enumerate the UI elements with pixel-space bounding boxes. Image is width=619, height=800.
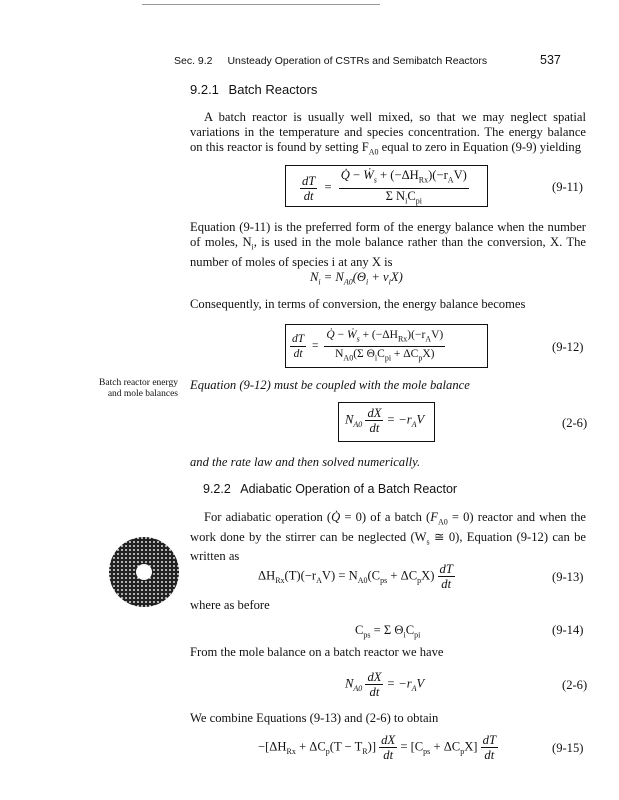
rate-law-statement: and the rate law and then solved numerically.: [190, 455, 421, 469]
top-rule: [142, 4, 380, 5]
margin-note: [30, 378, 178, 399]
equation-number-9-13: (9-13): [552, 570, 584, 584]
adiabatic-text-d: ≅ 0), Equation (9-12) can be written as: [190, 529, 586, 564]
section-title-922: Adiabatic Operation of a Batch Reactor: [240, 482, 458, 496]
equation-number-9-15: (9-15): [552, 741, 584, 755]
section-title: Batch Reactors: [228, 82, 318, 97]
equation-9-13: $\Delta H_{Rx}(T)(-r_AV) = N_{A0}(C_{ps} + \Delta C_pX)$ $\frac{dT}{dt}$: [258, 562, 453, 591]
equation-9-14: $C_{ps} = \Sigma$ $\Theta_iC_{pi}$: [355, 623, 421, 640]
para2-text: Equation (9-11) is the preferred form of the energy balance when the number of moles, N: [190, 220, 586, 249]
mole-balance-paragraph: From the mole balance on a batch reactor we have: [190, 645, 444, 659]
adiabatic-text-a: For adiabatic operation (: [204, 510, 332, 524]
page-number: 537: [540, 53, 561, 67]
equation-number-2-6-repeat: (2-6): [562, 678, 588, 692]
eq-ni-symbol: N: [310, 270, 319, 284]
coupling-statement: Equation (9-12) must be coupled with the mole balance: [190, 378, 470, 392]
adiabatic-paragraph: For adiabatic operation (Q̇ = 0) of a batch $(F_{A0} = 0)$ reactor and when the work done by the stirrer can be neglected ($W_s$ ≅ 0), Equation (9-12) can be written as: [190, 510, 586, 564]
para-subscript: A0: [368, 147, 379, 157]
equation-9-11: $\frac{dT}{dt}$ = $\frac{Q̇ - Ẇ_s + (-\Delta H_{Rx})(-r_AV)}{\Sigma N_iC_{pi}}$: [300, 168, 469, 208]
running-header: [174, 55, 572, 69]
batch-intro-paragraph: [190, 110, 586, 160]
section-number: 9.2.1: [190, 82, 219, 97]
equation-9-12: $\frac{dT}{dt}$ = $\frac{Q̇ - Ẇ_s + (-\Delta H_{Rx})(-r_AV)}{N_{A0}(\Sigma \Theta_iC_{pi} + \Delta C_pX)}$: [290, 328, 445, 366]
dT-dt-4: $\frac{dT}{dt}$: [482, 733, 496, 762]
dT-dt: $\frac{dT}{dt}$: [302, 173, 316, 203]
equation-9-15: $-[\Delta H_{Rx} + \Delta C_p(T - T_R)]$ $\frac{dX}{dt}$ = $[C_{ps} + \Delta C_pX]$ $\frac{dT}{dt}$: [258, 733, 496, 762]
equation-2-6-repeat: $N_{A0}$ $\frac{dX}{dt}$ = $-r_AV$: [345, 670, 425, 699]
rhs-fraction-2: $\frac{Q̇ - Ẇ_s + (-\Delta H_{Rx})(-r_AV)}{N_{A0}(\Sigma \Theta_iC_{pi} + \Delta C_pX)}$: [326, 329, 444, 363]
margin-note-line1: Batch reactor energy: [99, 378, 178, 388]
adiabatic-text-b: = 0) of a batch (: [340, 510, 431, 524]
dX-dt-2: $\frac{dX}{dt}$: [367, 670, 382, 699]
equation-ni: $N_i = N_{A0}(\Theta_i + \nu_iX)$: [310, 270, 403, 287]
header-title: Unsteady Operation of CSTRs and Semibatch Reactors: [227, 55, 488, 67]
where-text: where as before: [190, 598, 270, 612]
moles-paragraph: Equation (9-11) is the preferred form of the energy balance when the number of moles, $N_i$, is used in the mole balance rather than the conversion, X. The number of moles of species i at any X is: [190, 220, 586, 269]
section-heading-922: [203, 482, 457, 496]
para-text: A batch reactor is usually well mixed, so that we may neglect spatial variations in the temperature and species concentration. The energy balance on this reactor is found by setting F: [190, 110, 586, 154]
equation-2-6: $N_{A0}$ $\frac{dX}{dt}$ = $-r_AV$: [345, 406, 425, 435]
conversion-paragraph: Consequently, in terms of conversion, the energy balance becomes: [190, 297, 526, 311]
para-text-end: equal to zero in Equation (9-9) yielding: [378, 140, 582, 154]
equation-number-9-12: (9-12): [552, 340, 584, 354]
section-number-922: 9.2.2: [203, 482, 231, 496]
para2-text-end: , is used in the mole balance rather than the conversion, X. The number of moles of species i at any X is: [190, 235, 586, 269]
adiabatic-disc-icon: [108, 536, 180, 608]
adiabatic-text-c: = 0) reactor and when the work done by the stirrer can be neglected (W: [190, 510, 586, 544]
equation-number-9-14: (9-14): [552, 623, 584, 637]
equation-number-9-11: (9-11): [552, 180, 584, 194]
dX-dt: $\frac{dX}{dt}$: [367, 406, 382, 435]
header-section: Sec. 9.2: [174, 55, 213, 67]
section-heading-921: [190, 82, 317, 97]
dT-dt-3: $\frac{dT}{dt}$: [439, 562, 453, 591]
equation-number-2-6: (2-6): [562, 416, 588, 430]
combine-paragraph: We combine Equations (9-13) and (2-6) to obtain: [190, 711, 439, 725]
rhs-fraction: $\frac{Q̇ - Ẇ_s + (-\Delta H_{Rx})(-r_AV)}{\Sigma N_iC_{pi}}$: [340, 168, 467, 206]
dT-dt-2: $\frac{dT}{dt}$: [292, 333, 305, 361]
dX-dt-3: $\frac{dX}{dt}$: [381, 733, 396, 762]
margin-note-line2: and mole balances: [107, 388, 178, 399]
